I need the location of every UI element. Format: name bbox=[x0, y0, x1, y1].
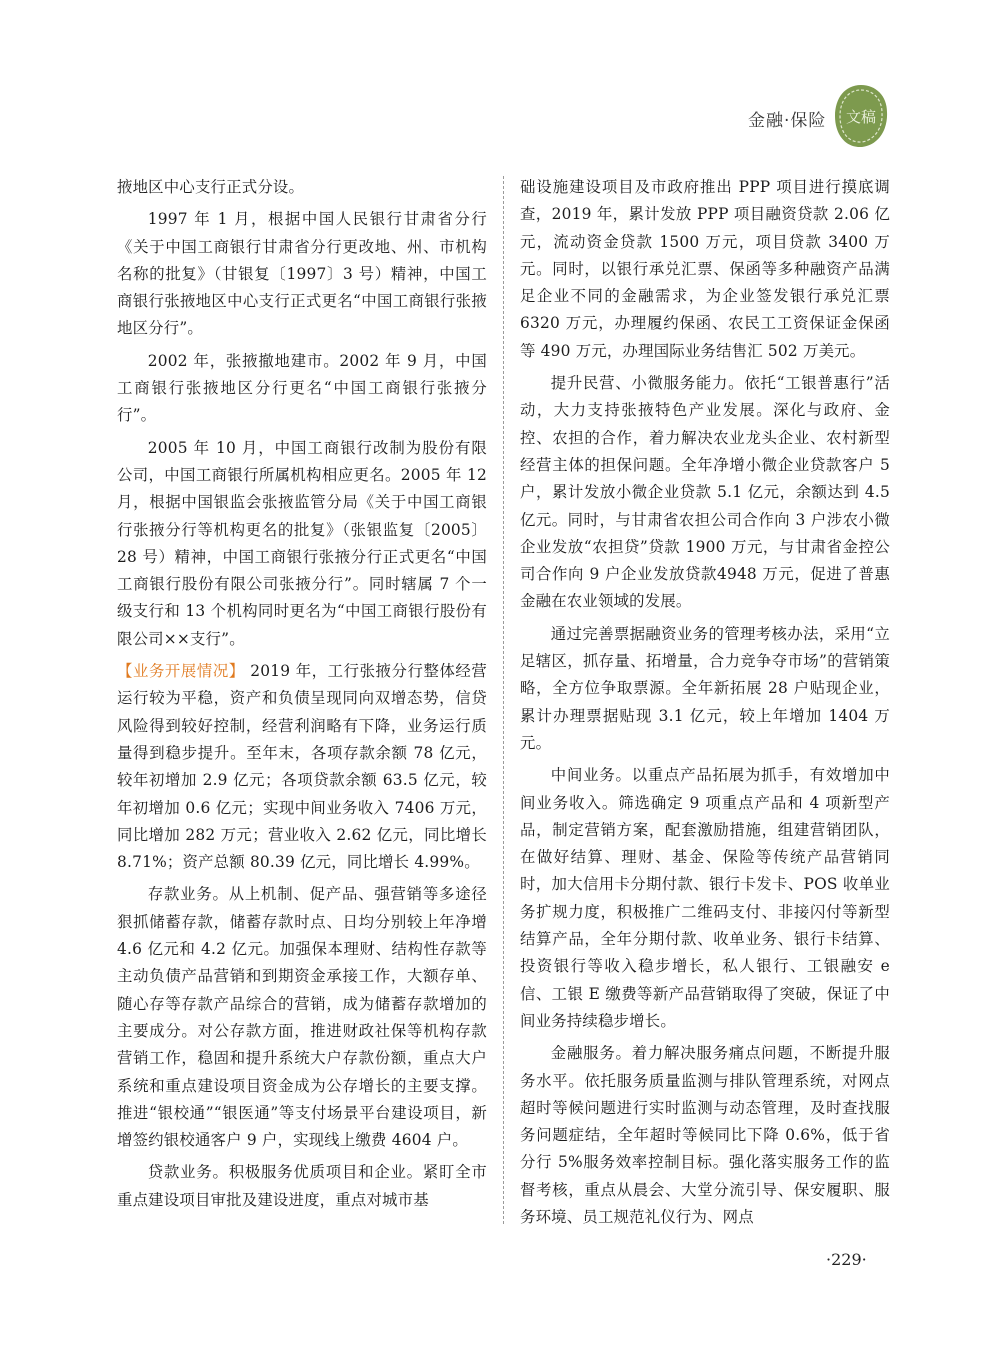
paragraph: 提升民营、小微服务能力。依托“工银普惠行”活动，大力支持张掖特色产业发展。深化与政府、金控、农担的合作，着力解决农业龙头企业、农村新型经营主体的担保问题。全年净增小微企业贷款客户 5 户，累计发放小微企业贷款 5.1 亿元，余额达到 4.5 亿元。同时，与甘肃省农担公司合作向 3 户涉农小微企业发放“农担贷”贷款 1900 万元，与甘肃省金控公司合作向 9 户企业发放贷款4948 万元，促进了普惠金融在农业领域的发展。 bbox=[520, 374, 890, 611]
section-heading: 【业务开展情况】 bbox=[117, 662, 245, 681]
paragraph: 2002 年，张掖撤地建市。2002 年 9 月，中国工商银行张掖地区分行更名“中国工商银行张掖分行”。 bbox=[117, 351, 487, 425]
paragraph: 中间业务。以重点产品拓展为抓手，有效增加中间业务收入。筛选确定 9 项重点产品和 4 项新型产品，制定营销方案，配套激励措施，组建营销团队，在做好结算、理财、基金、保险等传统产品营销同时，加大信用卡分期付款、银行卡发卡、POS 收单业务扩规力度，积极推广二维码支付、非接闪付等新型结算产品，全年分期付款、收单业务、银行卡结算、投资银行等收入稳步增长，私人银行、工银融安 e 信、工银 E 缴费等新产品营销取得了突破，保证了中间业务持续稳步增长。 bbox=[520, 766, 890, 1030]
seal-ornament bbox=[832, 82, 890, 150]
paragraph: 金融服务。着力解决服务痛点问题，不断提升服务水平。依托服务质量监测与排队管理系统，对网点超时等候问题进行实时监测与动态管理，及时查找服务问题症结，全年超时等候同比下降 0.6%，低于省分行 5%服务效率控制目标。强化落实服务工作的监督考核，重点从晨会、大堂分流引导、保安履职、服务环境、员工规范礼仪行为、网点 bbox=[520, 1044, 890, 1226]
page-number: ·229· bbox=[826, 1250, 867, 1269]
paragraph-text: 2019 年，工行张掖分行整体经营运行较为平稳，资产和负债呈现同向双增态势，信贷风险得到较好控制，经营利润略有下降，业务运行质量得到稳步提升。至年末，各项存款余额 78 亿元，较年初增加 2.9 亿元；各项贷款余额 63.5 亿元，较年初增加 0.6 亿元；实现中间业务收入 7406 万元，同比增加 282 万元；营业收入 2.62 亿元，同比增长 8.71%；资产总额 80.39 亿元，同比增长 4.99%。 bbox=[117, 662, 487, 872]
paragraph: 贷款业务。积极服务优质项目和企业。紧盯全市重点建设项目审批及建设进度，重点对城市基 bbox=[117, 1163, 487, 1209]
paragraph: 1997 年 1 月，根据中国人民银行甘肃省分行《关于中国工商银行甘肃省分行更改地、州、市机构名称的批复》（甘银复〔1997〕3 号）精神，中国工商银行张掖地区中心支行正式更名“中国工商银行张掖地区分行”。 bbox=[117, 210, 487, 338]
left-column bbox=[117, 174, 487, 1219]
right-column bbox=[520, 174, 890, 1236]
paragraph: 2005 年 10 月，中国工商银行改制为股份有限公司，中国工商银行所属机构相应更名。2005 年 12 月，根据中国银监会张掖监管分局《关于中国工商银行张掖分行等机构更名的批复》（张银监复〔2005〕28 号）精神，中国工商银行张掖分行正式更名“中国工商银行股份有限公司张掖分行”。同时辖属 7 个一级支行和 13 个机构同时更名为“中国工商银行股份有限公司××支行”。 bbox=[117, 438, 487, 648]
section-label: 金融·保险 bbox=[748, 111, 827, 131]
paragraph: 存款业务。从上机制、促产品、强营销等多途径狠抓储蓄存款，储蓄存款时点、日均分别较上年净增 4.6 亿元和 4.2 亿元。加强保本理财、结构性存款等主动负债产品营销和到期资金承接工作，大额存单、随心存等存款产品综合的营销，成为储蓄存款增加的主要成分。对公存款方面，推进财政社保等机构存款营销工作，稳固和提升系统大户存款份额，重点大户系统和重点建设项目资金成为公存增长的主要支撑。推进“银校通”“银医通”等支付场景平台建设项目，新增签约银校通客户 9 户，实现线上缴费 4604 户。 bbox=[117, 885, 487, 1150]
business-overview-paragraph bbox=[117, 658, 487, 876]
seal-text: 文稿 bbox=[845, 108, 877, 126]
paragraph: 通过完善票据融资业务的管理考核办法，采用“立足辖区，抓存量、拓增量，合力竞争夺市场”的营销策略，全方位争取票源。全年新拓展 28 户贴现企业，累计办理票据贴现 3.1 亿元，较上年增加 1404 万元。 bbox=[520, 624, 890, 752]
column-divider bbox=[503, 176, 504, 1224]
paragraph: 础设施建设项目及市政府推出 PPP 项目进行摸底调查，2019 年，累计发放 PPP 项目融资贷款 2.06 亿元，流动资金贷款 1500 万元，项目贷款 3400 万元。同时，以银行承兑汇票、保函等多种融资产品满足企业不同的金融需求，为企业签发银行承兑汇票 6320 万元，办理履约保函、农民工工资保证金保函等 490 万元，办理国际业务结售汇 502 万美元。 bbox=[520, 178, 890, 360]
paragraph: 掖地区中心支行正式分设。 bbox=[117, 178, 305, 196]
